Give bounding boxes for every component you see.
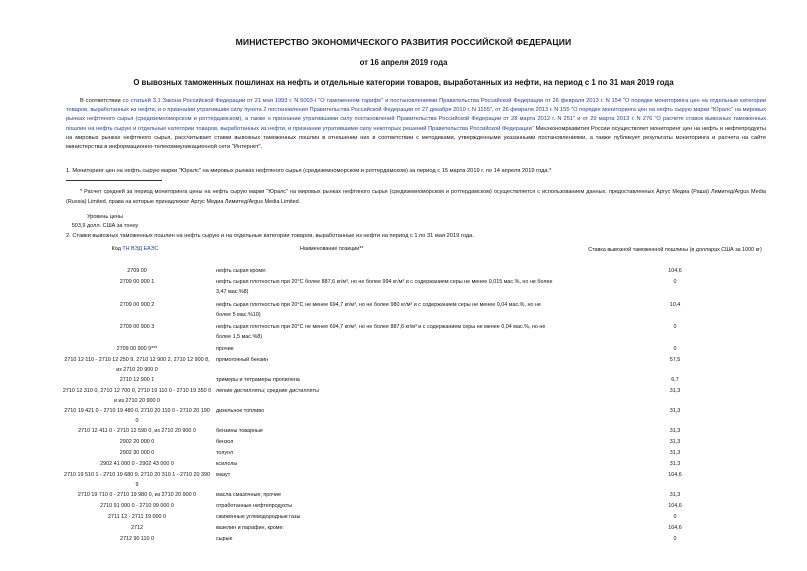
table-row bbox=[0, 513, 807, 524]
row-name: прямогонный бензин bbox=[216, 357, 269, 363]
row-code: 2709 00 900 9*** bbox=[116, 346, 158, 352]
table-row bbox=[0, 427, 807, 438]
price-level-value: 503,9 долл. США за тонну bbox=[71, 223, 139, 229]
row-rate: 0 bbox=[673, 346, 677, 352]
row-rate: 31,3 bbox=[669, 439, 681, 445]
row-code: 2712 bbox=[131, 525, 143, 531]
row-rate: 0 bbox=[673, 279, 677, 285]
row-name: нефть сырая плотностью при 20°C не менее 694,7 кг/м³, но не более 887,6 кг/м³ и с содержанием серы не менее 0,04 мас.%, но не более 1,5 мас.%8) bbox=[216, 324, 546, 340]
row-code: 2710 91 000 0 - 2710 99 000 0 bbox=[100, 503, 174, 509]
table-row bbox=[0, 356, 807, 376]
row-rate: 0 bbox=[673, 514, 677, 520]
document-date: от 16 апреля 2019 года bbox=[359, 58, 448, 67]
row-code: 2709 00 900 3 bbox=[119, 324, 155, 330]
row-code: 2709 00 900 2 bbox=[119, 302, 155, 308]
code-header-prefix: Код bbox=[111, 246, 123, 252]
row-name: бензол bbox=[216, 439, 234, 445]
document-title: О вывозных таможенных пошлинах на нефть и отдельные категории товаров, выработанных из нефти, на период с 1 по 31 мая 2019 года bbox=[133, 78, 674, 87]
row-name: ксилолы bbox=[216, 461, 238, 467]
rates-table bbox=[0, 267, 807, 546]
row-rate: 6,7 bbox=[671, 377, 679, 383]
table-row bbox=[0, 524, 807, 535]
table-row bbox=[0, 491, 807, 502]
rate-column-header: Ставка вывозной таможенной пошлины (в долларах США за 1000 кг) bbox=[588, 247, 762, 253]
row-name: тримеры и тетрамеры пропилена bbox=[216, 377, 300, 383]
row-code: 2710 12 110 - 2710 12 250 9, 2710 12 900 2, 2710 12 900 8, из 2710 20 900 0 bbox=[64, 357, 210, 373]
table-row bbox=[0, 278, 807, 301]
row-name: нефть сырая плотностью при 20°C более 887,6 кг/м³, но не более 994 кг/м³ и с содержанием серы не менее 0,015 мас.%, но не более 3,47 мас.%8) bbox=[216, 279, 553, 295]
row-code: 2710 12 411 0 - 2710 12 590 0, из 2710 20 900 0 bbox=[78, 428, 196, 434]
row-rate: 104,6 bbox=[668, 268, 682, 274]
row-rate: 0 bbox=[673, 536, 677, 542]
intro-tail: Минэкономразвития России осуществляет мониторинг цен на нефть и нефтепродукты на мировых рынках нефтяного сырья, рассчитывает ставки вывозных таможенных пошлин в отношении них в соответствии с методиками, утвержденными указанными постановлениями, а также публикует результаты мониторинга и расчета на сайте министерства в информационно-телекоммуникационной сети "Интернет". bbox=[66, 125, 766, 151]
table-row bbox=[0, 323, 807, 345]
name-column-header: Наименование позиции** bbox=[300, 246, 364, 252]
row-code: 2902 30 000 0 bbox=[119, 450, 155, 456]
row-code: 2709 00 900 1 bbox=[119, 279, 155, 285]
row-name: нефть сырая кроме: bbox=[216, 268, 267, 274]
table-row bbox=[0, 502, 807, 513]
row-code: 2710 12 900 1 bbox=[119, 377, 155, 383]
row-code: 2710 19 421 0 - 2710 19 480 0, 2710 20 110 0 - 2710 20 190 0 bbox=[64, 408, 210, 424]
row-rate: 0 bbox=[673, 324, 677, 330]
row-name: нефть сырая плотностью при 20°C не менее 694,7 кг/м³, но не более 980 кг/м³ и с содержанием серы не менее 0,04 мас.%, но не более 5 мас.%10) bbox=[216, 302, 541, 318]
footnote-divider bbox=[66, 180, 162, 181]
table-row bbox=[0, 535, 807, 546]
row-rate: 31,3 bbox=[669, 388, 681, 394]
table-row bbox=[0, 471, 807, 491]
table-row bbox=[0, 376, 807, 387]
row-name: бензины товарные bbox=[216, 428, 263, 434]
row-code: 2902 41 000 0 - 2902 43 000 0 bbox=[100, 461, 174, 467]
price-level-label: Уровень цены bbox=[87, 214, 123, 220]
row-rate: 57,5 bbox=[669, 357, 681, 363]
row-name: легкие дистилляты; средние дистилляты bbox=[216, 388, 319, 394]
row-rate: 31,3 bbox=[669, 428, 681, 434]
table-row bbox=[0, 460, 807, 471]
ministry-heading: МИНИСТЕРСТВО ЭКОНОМИЧЕСКОГО РАЗВИТИЯ РОССИЙСКОЙ ФЕДЕРАЦИИ bbox=[235, 37, 572, 47]
table-row bbox=[0, 267, 807, 278]
code-column-header bbox=[70, 246, 200, 252]
table-row bbox=[0, 407, 807, 427]
footnote-body: * Расчет средней за период мониторинга цены на нефть сырую марки "Юралс" на мировых рынках нефтяного сырья (средиземноморском и роттердамском) осуществляется с использованием данных, предоставленных Аргус Медиа (Раша) Лимитед/Argus Media (Russia) Limited, права на которые принадлежат Аргус Медиа Лимитед/Argus Media Limited. bbox=[66, 189, 766, 205]
footnote-text bbox=[66, 188, 766, 207]
row-name: толуол bbox=[216, 450, 234, 456]
table-row bbox=[0, 301, 807, 323]
row-rate: 31,3 bbox=[669, 450, 681, 456]
row-name: вазелин и парафин, кроме: bbox=[216, 525, 284, 531]
row-name: сжиженные углеводородные газы bbox=[216, 514, 301, 520]
law-reference-link[interactable]: со статьей 3.1 Закона Российской Федерации от 21 мая 1993 г. N 5003-I "О таможенном тарифе" и постановлениями Правительства Российской Федерации от 26 февраля 2013 г. N 154 "О порядке мониторинга цен на отдельные категории товаров, выработанных из нефти, и о признании утратившим силу пункта 2 постановления Правительства Российской Федерации от 27 декабря 2010 г. N 1155", от 26 февраля 2013 г. N 155 "О порядке мониторинга цен на нефть сырую марки "Юралс" на мировых рынках нефтяного сырья (средиземноморском и роттердамском), а также о признании утратившими силу постановлений Правительства Российской Федерации от 28 марта 2012 г. N 251" и от 29 марта 2013 г. N 276 "О расчете ставок вывозных таможенных пошлин на нефть сырую и отдельные категории товаров, выработанных из нефти, и признании утратившими силу некоторых решений Правительства Российской Федерации" bbox=[66, 98, 767, 132]
row-name: масла смазочные; прочие bbox=[216, 492, 281, 498]
row-rate: 31,3 bbox=[669, 408, 681, 414]
row-rate: 31,3 bbox=[669, 492, 681, 498]
row-rate: 104,6 bbox=[668, 525, 682, 531]
row-name: мазут bbox=[216, 472, 231, 478]
row-rate: 104,6 bbox=[668, 472, 682, 478]
tn-ved-link[interactable]: ТН ВЭД ЕАЭС bbox=[122, 246, 159, 252]
row-code: 2709 00 bbox=[127, 268, 147, 274]
row-code: 2711 12 - 2711 19 000 0 bbox=[108, 514, 166, 520]
row-name: сырые bbox=[216, 536, 233, 542]
row-rate: 31,3 bbox=[669, 461, 681, 467]
row-name: прочие bbox=[216, 346, 234, 352]
row-code: 2712 90 110 0 bbox=[119, 536, 155, 542]
table-row bbox=[0, 387, 807, 407]
row-code: 2902 20 000 0 bbox=[119, 439, 155, 445]
monitoring-paragraph: 1. Мониторинг цен на нефть сырую марки "Юралс" на мировых рынках нефтяного сырья (средиземноморском и роттердамском) за период с 15 марта 2019 г. по 14 апреля 2019 года.* bbox=[66, 168, 552, 174]
table-row bbox=[0, 449, 807, 460]
row-code: 2710 19 510 1 - 2710 19 680 9, 2710 20 310 1 - 2710 20 390 9 bbox=[64, 472, 210, 488]
table-row bbox=[0, 438, 807, 449]
row-rate: 10,4 bbox=[669, 302, 681, 308]
row-rate: 104,6 bbox=[668, 503, 682, 509]
intro-paragraph bbox=[66, 97, 766, 152]
rates-paragraph: 2. Ставки вывозных таможенных пошлин на нефть сырую и на отдельные категории товаров, выработанные из нефти на период с 1 по 31 мая 2019 года. bbox=[66, 233, 474, 239]
intro-lead: В соответствии bbox=[80, 98, 123, 104]
row-code: 2710 12 310 0, 2710 12 700 0, 2710 19 110 0 - 2710 19 350 0 и из 2710 20 900 0 bbox=[62, 388, 212, 404]
row-code: 2710 19 710 0 - 2710 19 980 0, из 2710 20 900 0 bbox=[77, 492, 197, 498]
table-row bbox=[0, 345, 807, 356]
row-name: дизельное топливо bbox=[216, 408, 265, 414]
row-name: отработанные нефтепродукты bbox=[216, 503, 293, 509]
